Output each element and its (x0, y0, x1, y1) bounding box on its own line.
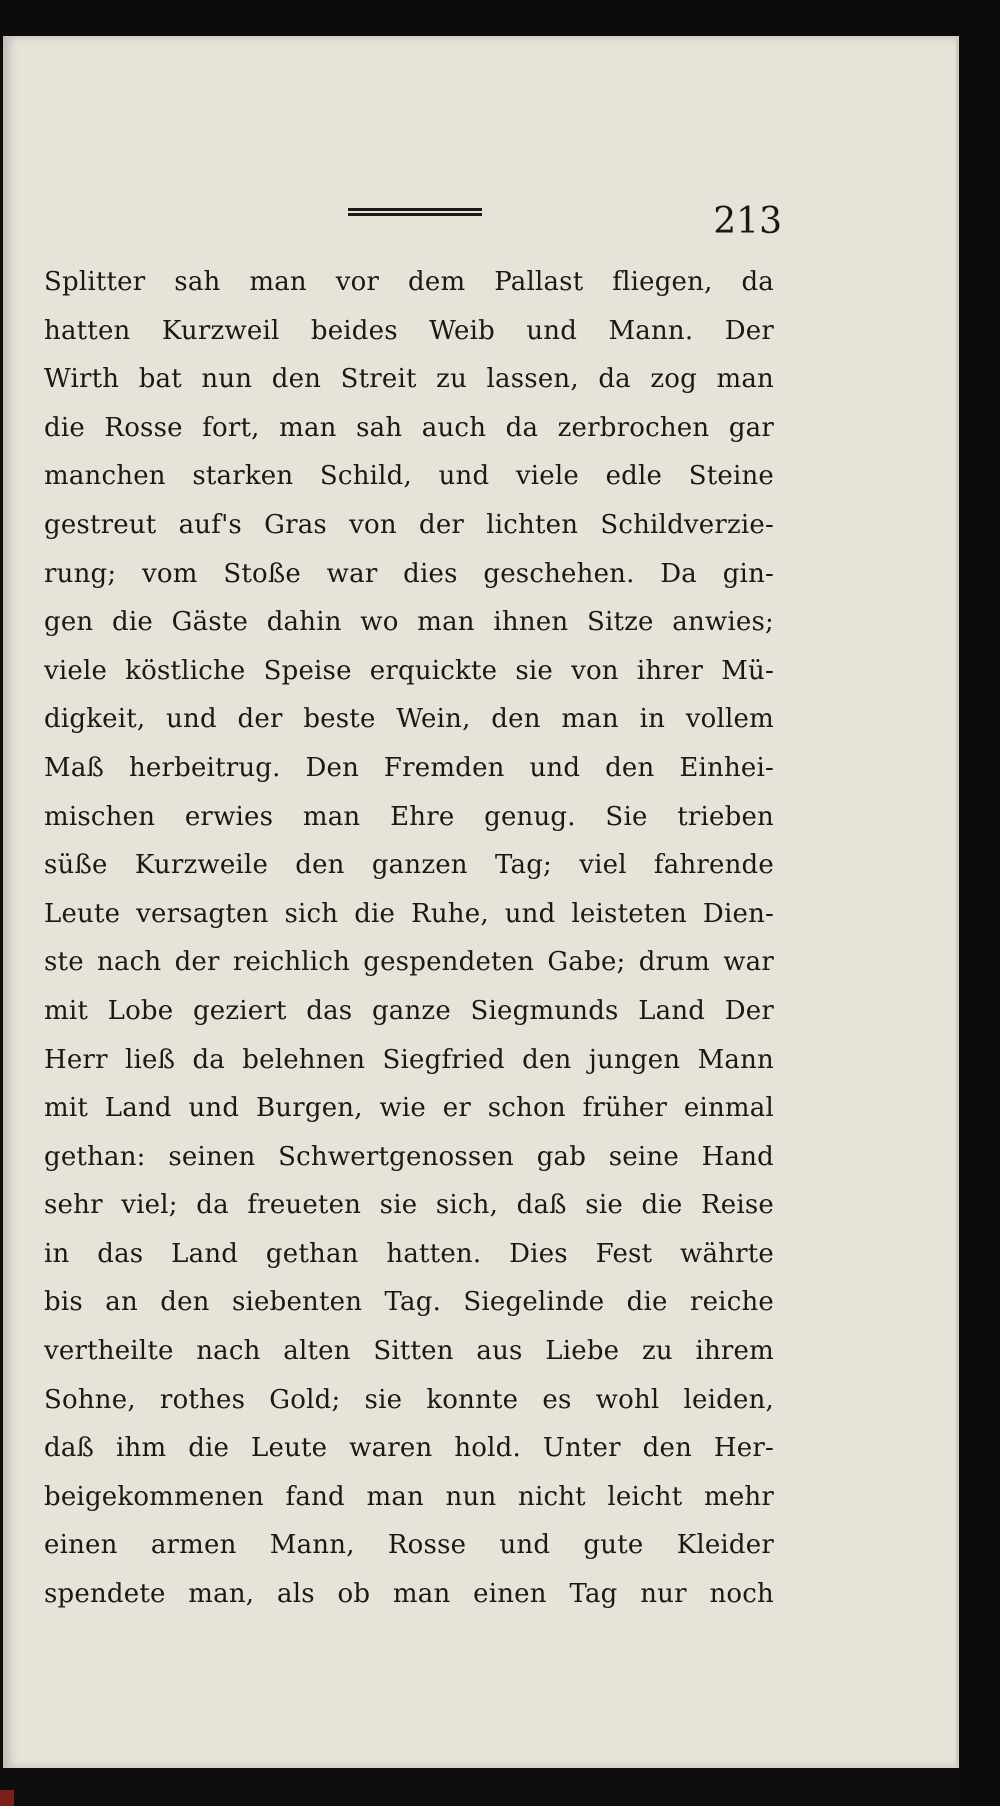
text-line: gen die Gäste dahin wo man ihnen Sitze anwies; (44, 607, 774, 638)
text-line: hatten Kurzweil beides Weib und Mann. Der (44, 315, 774, 346)
body-text (44, 258, 774, 1619)
text-line: mit Lobe geziert das ganze Siegmunds Land Der (44, 995, 774, 1026)
text-line: süße Kurzweile den ganzen Tag; viel fahrende (44, 850, 774, 881)
text-line: bis an den siebenten Tag. Siegelinde die reiche (44, 1287, 774, 1318)
rule-line-top (348, 208, 482, 211)
text-line: daß ihm die Leute waren hold. Unter den Her- (44, 1433, 774, 1464)
text-line: rung; vom Stoße war dies geschehen. Da gin- (44, 558, 774, 589)
page-number: 213 (713, 201, 782, 242)
binding-stain (0, 1790, 14, 1806)
text-line: gethan: seinen Schwertgenossen gab seine Hand (44, 1141, 774, 1172)
text-line: beigekommenen fand man nun nicht leicht mehr (44, 1481, 774, 1512)
rule-line-bottom (348, 213, 482, 216)
header-double-rule (348, 208, 482, 217)
text-line: in das Land gethan hatten. Dies Fest währte (44, 1238, 774, 1269)
text-line: vertheilte nach alten Sitten aus Liebe zu ihrem (44, 1336, 774, 1367)
text-line: Wirth bat nun den Streit zu lassen, da zog man (44, 364, 774, 395)
text-line: Sohne, rothes Gold; sie konnte es wohl leiden, (44, 1384, 774, 1415)
text-line: mit Land und Burgen, wie er schon früher einmal (44, 1093, 774, 1124)
page-bottom-edge (0, 1768, 960, 1806)
text-line: Leute versagten sich die Ruhe, und leisteten Dien- (44, 898, 774, 929)
text-line: Splitter sah man vor dem Pallast fliegen, da (44, 267, 774, 297)
text-line: sehr viel; da freueten sie sich, daß sie die Reise (44, 1190, 774, 1221)
text-line: digkeit, und der beste Wein, den man in vollem (44, 704, 774, 735)
text-line: manchen starken Schild, und viele edle Steine (44, 461, 774, 492)
text-line: ste nach der reichlich gespendeten Gabe; drum war (44, 947, 774, 978)
text-line: einen armen Mann, Rosse und gute Kleider (44, 1530, 774, 1561)
text-line: gestreut auf's Gras von der lichten Schildverzie- (44, 509, 774, 540)
text-line: die Rosse fort, man sah auch da zerbrochen gar (44, 412, 774, 443)
text-line: viele köstliche Speise erquickte sie von ihrer Mü- (44, 655, 774, 686)
text-line: Maß herbeitrug. Den Fremden und den Einhei- (44, 752, 774, 783)
text-line: mischen erwies man Ehre genug. Sie trieben (44, 801, 774, 832)
text-line: Herr ließ da belehnen Siegfried den jungen Mann (44, 1044, 774, 1075)
text-line: spendete man, als ob man einen Tag nur noch (44, 1579, 774, 1610)
